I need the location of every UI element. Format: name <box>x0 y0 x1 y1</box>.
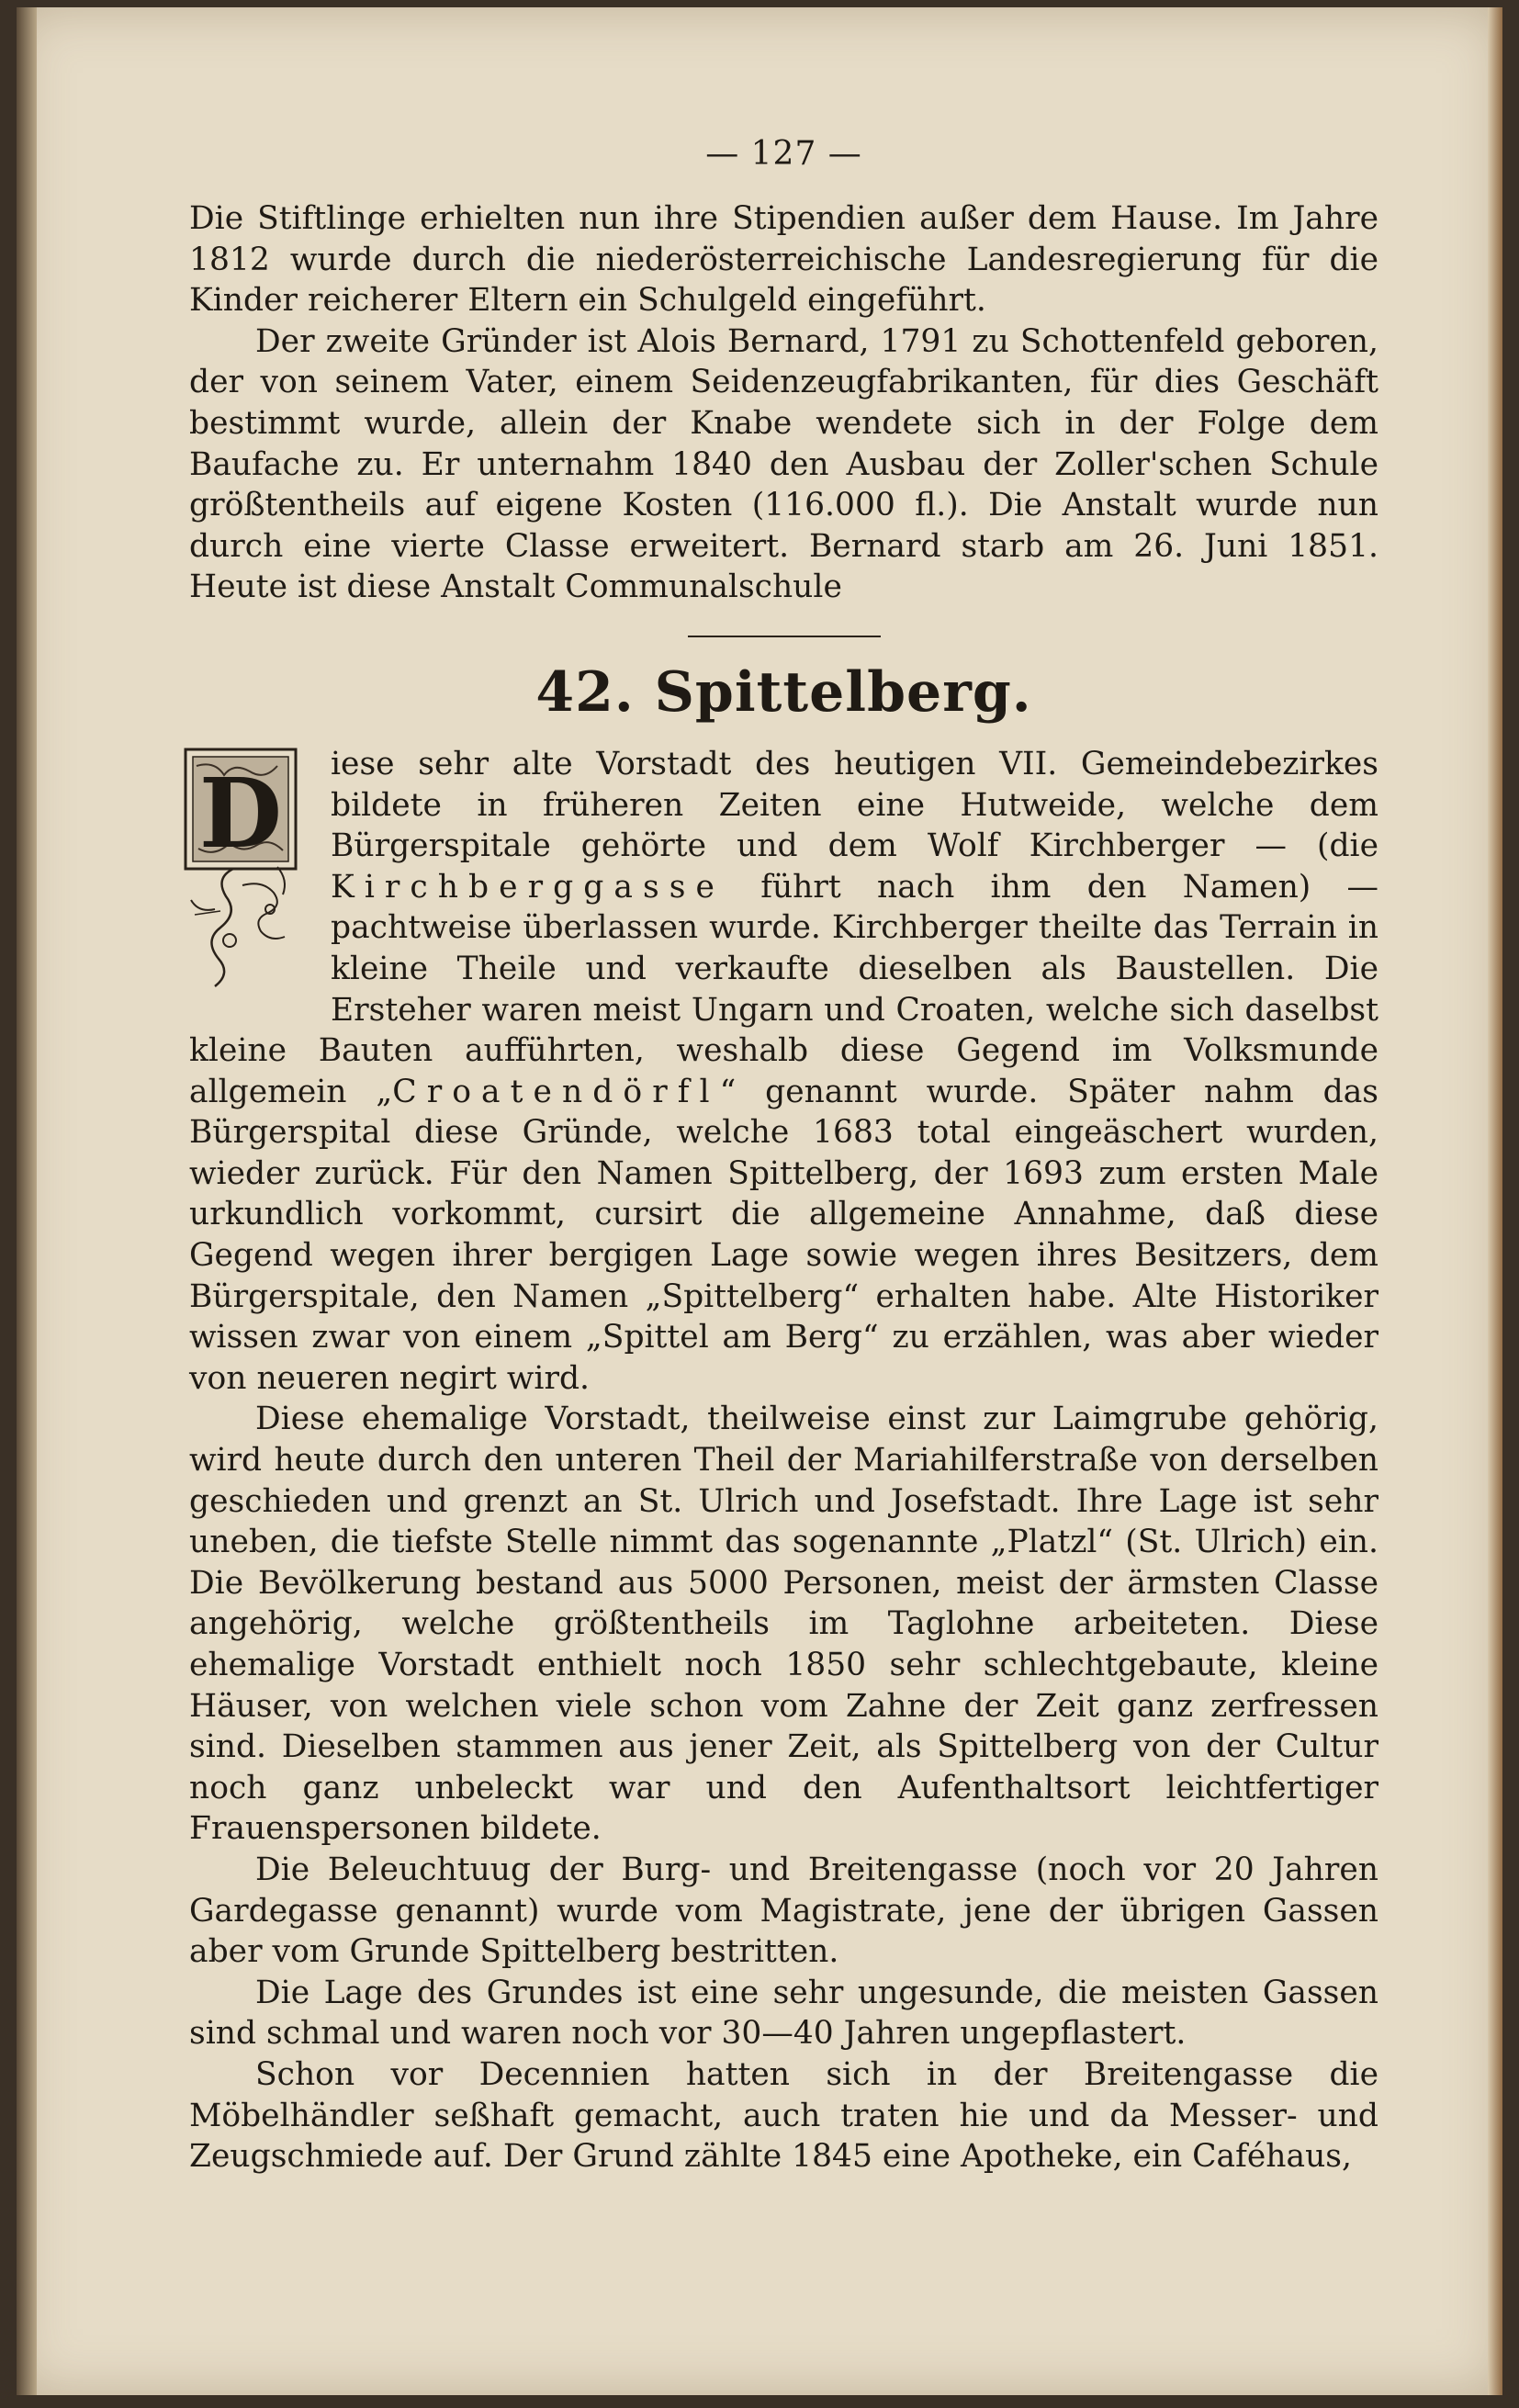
paragraph-trades: Schon vor Decennien hatten sich in der Breitengasse die Möbelhändler seßhaft gemacht, auch traten hie und da Messer- und Zeugschmiede auf. Der Grund zählte 1845 eine Apotheke, ein Caféhaus, <box>189 2055 1378 2176</box>
paragraph-location: Diese ehemalige Vorstadt, theilweise einst zur Laimgrube gehörig, wird heute durch den unteren Theil der Mariahilferstraße von derselben geschieden und grenzt an St. Ulrich und Josefstadt. Ihre Lage ist sehr uneben, die tiefste Stelle nimmt das sogenannte „Platzl“ (St. Ulrich) ein. Die Bevölkerung bestand aus 5000 Personen, meist der ärmsten Classe angehörig, welche größtentheils im Taglohne arbeiteten. Diese ehemalige Vorstadt enthielt noch 1850 sehr schlechtgebaute, kleine Häuser, von welchen viele schon vom Zahne der Zeit ganz zerfressen sind. Dieselben stammen aus jener Zeit, als Spittelberg von der Cultur noch ganz unbeleckt war und den Aufenthaltsort leichtfertiger Frauenspersonen bildete. <box>189 1401 1378 1848</box>
section-heading: 42. Spittelberg. <box>535 659 1032 725</box>
page-edge-right <box>1488 7 1502 2395</box>
intro-text-croatendoerfl: Croatendörfl <box>392 1073 720 1110</box>
paragraph-bernard: Der zweite Gründer ist Alois Bernard, 1791 zu Schottenfeld geboren, der von seinem Vater, einem Seidenzeugfabrikanten, für dies Geschäft bestimmt wurde, allein der Knabe wendete sich in der Folge dem Baufache zu. Er unternahm 1840 den Ausbau der Zoller'schen Schule größtentheils auf eigene Kosten (116.000 fl.). Die Anstalt wurde nun durch eine vierte Classe erweitert. Bernard starb am 26. Juni 1851. Heute ist diese Anstalt Communalschule <box>189 322 1378 606</box>
book-page <box>17 7 1502 2395</box>
intro-text-e: “ genannt wurde. Später nahm das Bürgerspital diese Gründe, welche 1683 total eingeäschert wurden, wieder zurück. Für den Namen Spittelberg, der 1693 zum ersten Male urkundlich vorkommt, cursirt die allgemeine Annahme, daß diese Gegend wegen ihrer bergigen Lage sowie wegen ihres Besitzers, dem Bürgerspitale, den Namen „Spittelberg“ erhalten habe. Alte Historiker wissen zwar von einem „Spittel am Berg“ zu erzählen, was aber wieder von neueren negirt wird. <box>189 1073 1378 1397</box>
section-divider <box>688 636 881 637</box>
page-binding-left <box>17 7 37 2395</box>
page-content <box>189 134 1378 2177</box>
intro-text-a: iese sehr alte Vorstadt des heutigen VII. Gemeindebezirkes bildete in früheren Zeiten eine Hutweide, welche dem Bürgerspitale gehörte und dem Wolf Kirchberger — (die <box>331 745 1378 865</box>
page-number: — 127 — <box>705 135 862 173</box>
paragraph-stipends: Die Stiftlinge erhielten nun ihre Stipendien außer dem Hause. Im Jahre 1812 wurde durch die niederösterreichische Landesregierung für die Kinder reicherer Eltern ein Schulgeld eingeführt. <box>189 200 1378 320</box>
paragraph-health: Die Lage des Grundes ist eine sehr ungesunde, die meisten Gassen sind schmal und waren noch vor 30—40 Jahren ungepflastert. <box>189 1974 1378 2053</box>
intro-text-c: führt nach ihm den Namen) — pachtweise überlassen wurde. Kirchberger theilte das Terrain in kleine Theile und verkaufte dieselben als Baustellen. Die Ersteher waren meist Ungarn und Croaten, welche sich daselbst kleine Bauten aufführten, weshalb diese Gegend im Volksmunde allgemein „ <box>189 868 1378 1110</box>
paragraph-spittelberg-intro <box>189 744 1378 1400</box>
intro-text-kirchberggasse: Kirchberggasse <box>331 868 725 906</box>
paragraph-lighting: Die Beleuchtuug der Burg- und Breitengasse (noch vor 20 Jahren Gardegasse genannt) wurde vom Magistrate, jene der übrigen Gassen aber vom Grunde Spittelberg bestritten. <box>189 1851 1378 1971</box>
ornamental-initial-icon <box>178 748 318 992</box>
drop-initial-letter: D <box>198 756 283 870</box>
